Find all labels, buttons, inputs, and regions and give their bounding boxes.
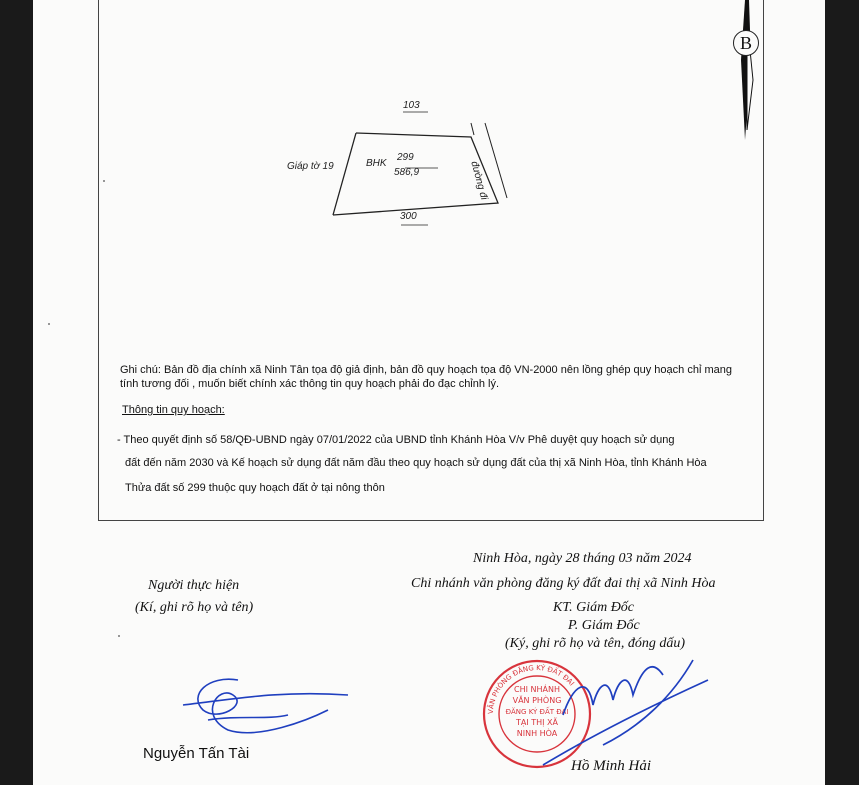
document-page xyxy=(33,0,825,785)
stamp-text: VĂN PHÒNG xyxy=(512,696,562,705)
issuing-office: Chi nhánh văn phòng đăng ký đất đai thị xã Ninh Hòa xyxy=(411,576,716,591)
planning-info-title: Thông tin quy hoạch: xyxy=(122,404,225,416)
neighbor-parcel-top: 103 xyxy=(403,100,420,111)
parcel-area: 586,9 xyxy=(394,167,420,178)
land-type-code: BHK xyxy=(366,158,387,169)
adjacent-sheet-label: Giáp tờ 19 xyxy=(287,161,334,172)
scan-speck xyxy=(118,635,120,637)
planning-line-1: - Theo quyết định số 58/QĐ-UBND ngày 07/01/2022 của UBND tỉnh Khánh Hòa V/v Phê duyệt quy hoạch sử dụng xyxy=(117,434,675,446)
frame-border-right xyxy=(763,0,764,520)
planning-line-3: Thửa đất số 299 thuộc quy hoạch đất ở tại nông thôn xyxy=(125,482,385,494)
date-line: Ninh Hòa, ngày 28 tháng 03 năm 2024 xyxy=(473,551,692,566)
north-arrow-icon xyxy=(723,0,763,150)
signature-right-icon xyxy=(503,645,713,770)
road-label: đường đi xyxy=(468,160,490,202)
stamp-text: TẠI THỊ XÃ xyxy=(515,718,559,727)
corner-mark: B xyxy=(733,30,759,56)
performer-title: Người thực hiện xyxy=(148,578,240,593)
frame-border-left xyxy=(98,0,99,520)
stamp-text: CHI NHÁNH xyxy=(514,685,560,694)
kt-director: KT. Giám Đốc xyxy=(553,600,635,615)
signature-left-icon xyxy=(178,660,353,740)
map-note: Ghi chú: Bản đồ địa chính xã Ninh Tân tọa độ giả định, bản đồ quy hoạch tọa độ VN-2000 nên lồng ghép quy hoạch chỉ mang tính tương đối , muốn biết chính xác thông tin quy hoạch phải đo đạc chỉnh lý. xyxy=(120,364,732,390)
deputy-director: P. Giám Đốc xyxy=(568,618,640,633)
neighbor-parcel-bottom: 300 xyxy=(400,211,417,222)
stamp-text: NINH HÒA xyxy=(516,729,558,738)
performer-name: Nguyễn Tấn Tài xyxy=(143,745,250,762)
scan-speck xyxy=(48,323,50,325)
sign-instruction-left: (Kí, ghi rõ họ và tên) xyxy=(135,600,254,615)
stamp-text: ĐĂNG KÝ ĐẤT ĐAI xyxy=(505,708,569,716)
parcel-number: 299 xyxy=(397,152,414,163)
director-name: Hồ Minh Hải xyxy=(571,758,651,774)
frame-border-bottom xyxy=(98,520,764,521)
sign-instruction-right: (Ký, ghi rõ họ và tên, đóng dấu) xyxy=(505,636,686,651)
scan-speck xyxy=(103,180,105,182)
planning-line-2: đất đến năm 2030 và Kế hoạch sử dụng đất năm đầu theo quy hoạch sử dụng đất của thị xã Ninh Hòa, tỉnh Khánh Hòa xyxy=(125,457,707,469)
stamp-outer-text: VĂN PHÒNG ĐĂNG KÝ ĐẤT ĐAI xyxy=(486,663,576,715)
